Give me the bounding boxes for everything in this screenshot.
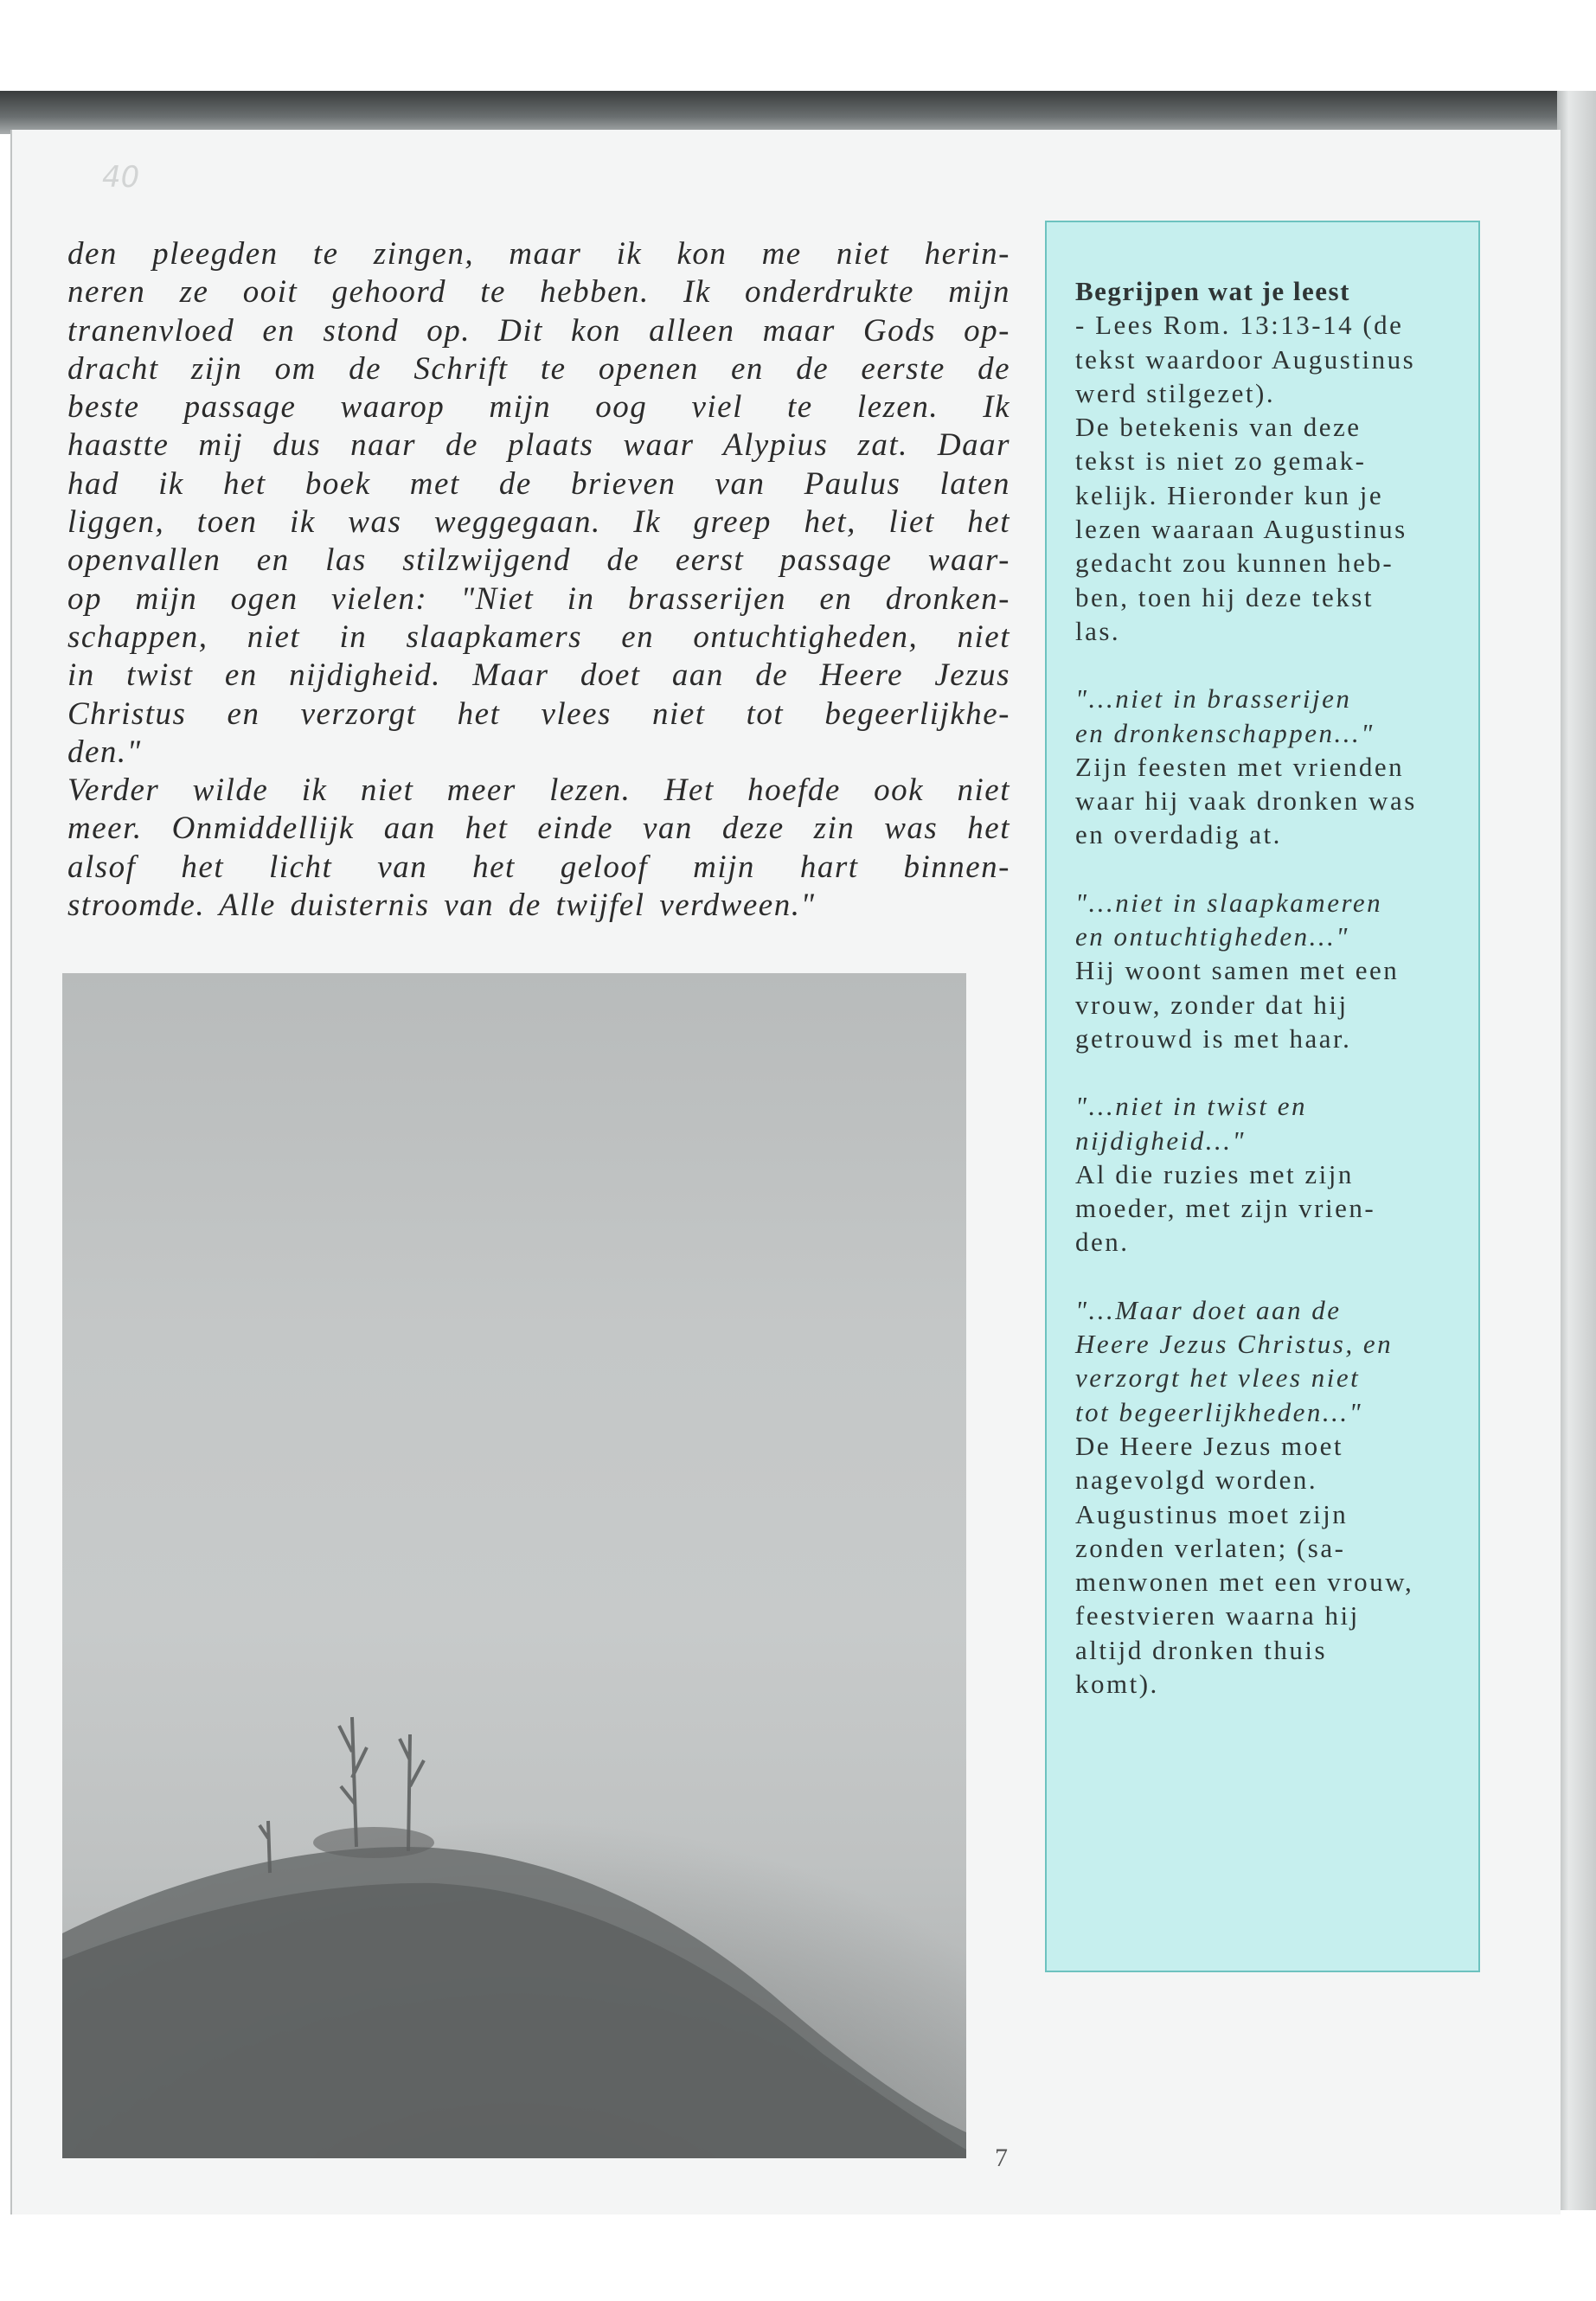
sidebar-explanation-line: komt). (1075, 1668, 1159, 1699)
sidebar-explanation-line: nagevolgd worden. (1075, 1465, 1318, 1496)
sidebar-explanation-line: Hij woont samen met een (1075, 955, 1400, 986)
main-text-line: had ik het boek met de brieven van Paulus laten (67, 465, 1010, 502)
main-text-line: beste passage waarop mijn oog viel te lezen. Ik (67, 389, 1010, 426)
sidebar-explanation-line: getrouwd is met haar. (1075, 1022, 1352, 1054)
sidebar-explanation-line: waar hij vaak dronken was (1075, 785, 1417, 817)
sidebar-quote-line: Heere Jezus Christus, en (1075, 1329, 1394, 1360)
main-text-line: haastte mij dus naar de plaats waar Alypius zat. Daar (67, 427, 1010, 464)
main-text-line: Verder wilde ik niet meer lezen. Het hoefde ook niet (67, 772, 1010, 809)
sidebar-explanation-line: zonden verlaten; (sa- (1075, 1532, 1346, 1563)
sidebar-intro-line: kelijk. Hieronder kun je (1075, 479, 1384, 510)
sidebar-quote-line: "...Maar doet aan de (1075, 1294, 1342, 1325)
main-text-line: Christus en verzorgt het vlees niet tot begeerlijkhe- (67, 695, 1010, 732)
sidebar-quote-line: "...niet in brasserijen (1075, 683, 1352, 715)
sidebar-spacer (1075, 1055, 1473, 1089)
sidebar-quote-line: en dronkenschappen..." (1075, 717, 1375, 748)
sidebar-explanation-line: Al die ruzies met zijn (1075, 1158, 1354, 1189)
photo-hill-silhouette (62, 973, 966, 2158)
sidebar-intro-line: ben, toen hij deze tekst (1075, 581, 1374, 612)
sidebar-text (1075, 274, 1473, 1701)
sidebar-explanation-line: altijd dronken thuis (1075, 1634, 1328, 1665)
sidebar-box (1045, 221, 1480, 1972)
main-text-column (67, 235, 1010, 925)
sidebar-intro-line: lezen waaraan Augustinus (1075, 514, 1407, 545)
sidebar-intro-line: - Lees Rom. 13:13-14 (de (1075, 310, 1404, 341)
sidebar-spacer (1075, 852, 1473, 886)
sidebar-explanation-line: menwonen met een vrouw, (1075, 1567, 1414, 1598)
main-text-line: stroomde. Alle duisternis van de twijfel verdween." (67, 888, 816, 924)
main-text-line: dracht zijn om de Schrift te openen en de eerste de (67, 350, 1010, 387)
sidebar-explanation-line: moeder, met zijn vrien- (1075, 1193, 1376, 1224)
sidebar-explanation-line: en overdadig at. (1075, 819, 1282, 850)
sidebar-explanation-line: vrouw, zonder dat hij (1075, 989, 1349, 1020)
main-text-line: openvallen en las stilzwijgend de eerst passage waar- (67, 542, 1010, 579)
pencil-mark: 40 (102, 160, 140, 195)
sidebar-heading: Begrijpen wat je leest (1075, 276, 1350, 306)
page-number: 7 (995, 2144, 1008, 2172)
main-text-line: den pleegden te zingen, maar ik kon me niet herin- (67, 236, 1010, 272)
sidebar-intro-line: las. (1075, 615, 1121, 646)
scan-right-edge (1557, 91, 1596, 2210)
sidebar-quote-line: "...niet in slaapkameren (1075, 887, 1383, 918)
main-text-line: in twist en nijdigheid. Maar doet aan de Heere Jezus (67, 657, 1010, 694)
main-text-line: neren ze ooit gehoord te hebben. Ik onderdrukte mijn (67, 274, 1010, 311)
misty-hill-photo (62, 973, 966, 2158)
sidebar-spacer (1075, 648, 1473, 682)
main-text-line: den." (67, 734, 142, 770)
sidebar-intro-line: gedacht zou kunnen heb- (1075, 548, 1394, 579)
sidebar-intro-line: tekst waardoor Augustinus (1075, 343, 1416, 375)
sidebar-quote-line: verzorgt het vlees niet (1075, 1362, 1361, 1394)
sidebar-quote-line: tot begeerlijkheden..." (1075, 1396, 1363, 1427)
main-text-line: schappen, niet in slaapkamers en ontuchtigheden, niet (67, 619, 1010, 655)
main-text-line: op mijn ogen vielen: "Niet in brasserijen en dronken- (67, 580, 1010, 617)
main-text-line: tranenvloed en stond op. Dit kon alleen maar Gods op- (67, 312, 1010, 349)
main-text-line: meer. Onmiddellijk aan het einde van deze zin was het (67, 811, 1010, 847)
sidebar-explanation-line: De Heere Jezus moet (1075, 1430, 1344, 1461)
scan-top-edge (0, 91, 1596, 134)
sidebar-explanation-line: Zijn feesten met vrienden (1075, 751, 1405, 782)
sidebar-intro-line: werd stilgezet). (1075, 377, 1276, 408)
sidebar-explanation-line: Augustinus moet zijn (1075, 1498, 1349, 1529)
sidebar-spacer (1075, 1259, 1473, 1293)
sidebar-quote-line: "...niet in twist en (1075, 1091, 1307, 1122)
main-text-line: liggen, toen ik was weggegaan. Ik greep het, liet het (67, 504, 1010, 541)
sidebar-intro-line: De betekenis van deze (1075, 412, 1362, 443)
sidebar-explanation-line: den. (1075, 1227, 1130, 1258)
sidebar-quote-line: nijdigheid..." (1075, 1125, 1246, 1156)
sidebar-intro-line: tekst is niet zo gemak- (1075, 445, 1367, 477)
main-text-line: alsof het licht van het geloof mijn hart binnen- (67, 849, 1010, 885)
sidebar-quote-line: en ontuchtigheden..." (1075, 921, 1349, 952)
sidebar-explanation-line: feestvieren waarna hij (1075, 1600, 1360, 1631)
